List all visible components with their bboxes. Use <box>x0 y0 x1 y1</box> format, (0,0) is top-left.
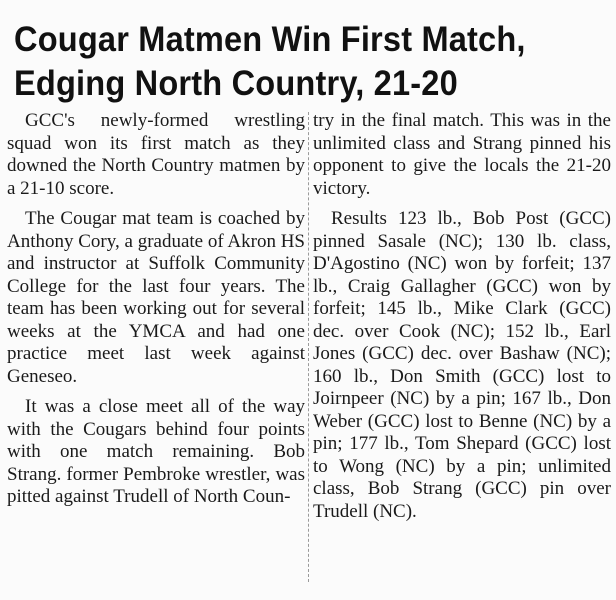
paragraph-meet: It was a close meet all of the way with the Cougars behind four points with one match remaining. Bob Strang. former Pembroke wrestler, was pitted against Trudell of North Coun- <box>7 396 305 507</box>
headline-line-1: Cougar Matmen Win First Match, <box>14 20 526 59</box>
paragraph-intro: GCC's newly-formed wrestling squad won its first match as they downed the North Country matmen by a 21-10 score. <box>7 110 305 199</box>
column-divider <box>308 112 309 582</box>
paragraph-coach: The Cougar mat team is coached by Anthony Cory, a graduate of Akron HS and instructor at Suffolk Community College for the last four years. The team has been working out for several weeks at the YMCA and had one practice meet last week against Geneseo. <box>7 208 305 387</box>
paragraph-final-match: try in the final match. This was in the unlimited class and Strang pinned his opponent to give the locals the 21-20 victory. <box>313 110 611 199</box>
headline-line-2: Edging North Country, 21-20 <box>14 64 458 103</box>
left-column <box>7 110 305 517</box>
headline <box>14 18 565 106</box>
paragraph-results: Results 123 lb., Bob Post (GCC) pinned Sasale (NC); 130 lb. class, D'Agostino (NC) won by forfeit; 137 lb., Craig Gallagher (GCC) won by forfeit; 145 lb., Mike Clark (GCC) dec. over Cook (NC); 152 lb., Earl Jones (GCC) dec. over Bashaw (NC); 160 lb., Don Smith (GCC) lost to Joirnpeer (NC) by a pin; 167 lb., Don Weber (GCC) lost to Benne (NC) by a pin; 177 lb., Tom Shepard (GCC) lost to Wong (NC) by a pin; unlimited class, Bob Strang (GCC) pin over Trudell (NC). <box>313 208 611 522</box>
right-column <box>313 110 611 531</box>
